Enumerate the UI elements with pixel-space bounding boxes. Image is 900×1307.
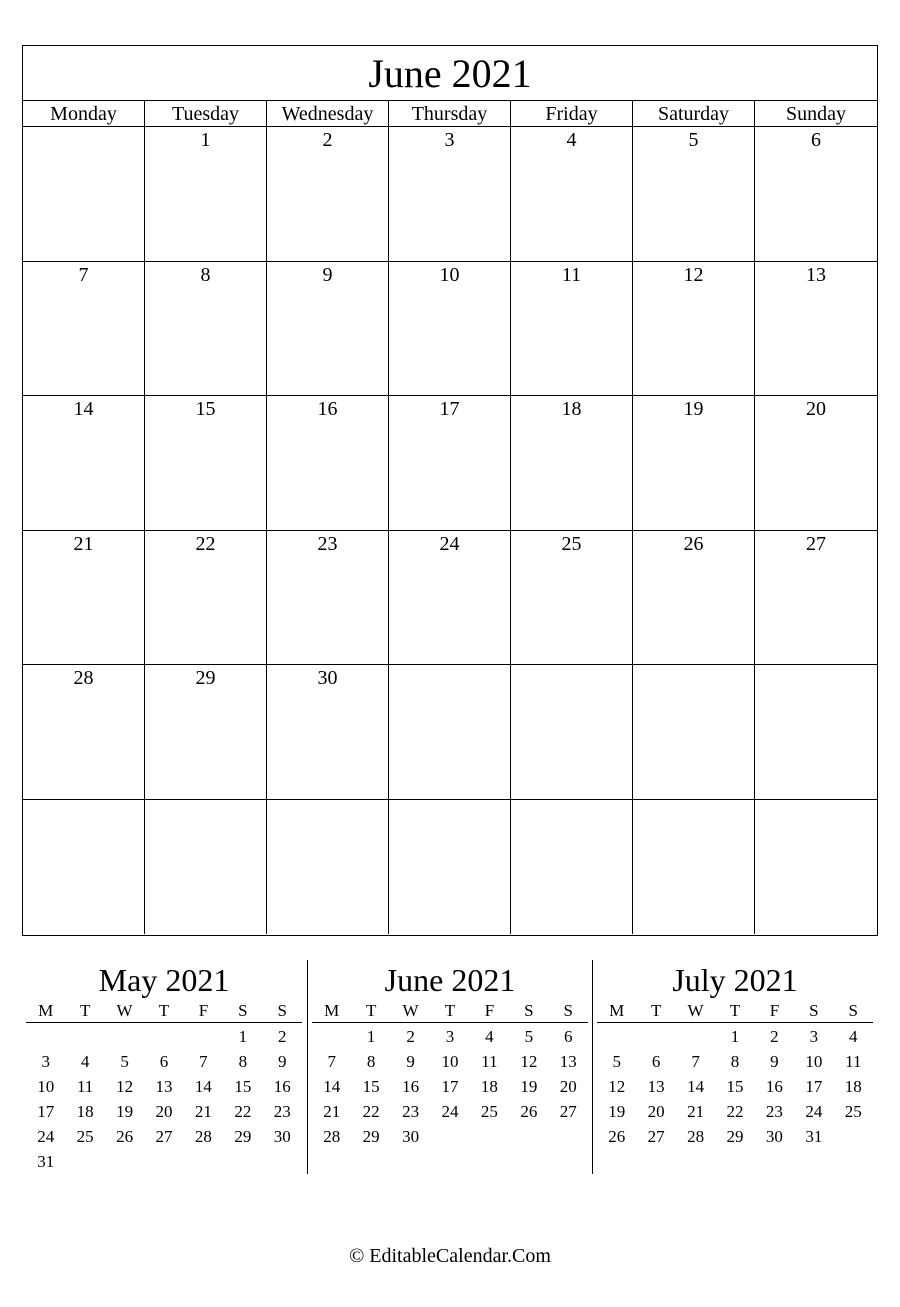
mini-day: 25 [76, 1127, 94, 1146]
mini-day: 17 [441, 1077, 459, 1096]
day-cell: 18 [511, 396, 633, 531]
mini-calendar-july [597, 960, 873, 1174]
mini-day: 11 [481, 1052, 498, 1071]
mini-weekday-label: T [444, 1001, 456, 1020]
mini-calendar-june [312, 960, 588, 1174]
weekday-label: Sunday [786, 103, 846, 125]
day-cell [755, 665, 877, 800]
day-cell: 6 [755, 127, 877, 262]
day-cell: 20 [755, 396, 877, 531]
weekday-label: Tuesday [145, 101, 267, 127]
day-cell [511, 665, 633, 800]
day-cell [755, 800, 877, 935]
day-cell: 26 [633, 531, 755, 666]
mini-day: 22 [726, 1102, 744, 1121]
day-cell [633, 665, 755, 800]
mini-day [636, 1024, 675, 1049]
mini-day: 29 [234, 1127, 252, 1146]
day-cell: 28 [23, 665, 145, 800]
mini-day: 9 [406, 1052, 415, 1071]
mini-day: 8 [238, 1052, 248, 1071]
mini-day: 6 [564, 1027, 573, 1046]
main-calendar [22, 45, 878, 936]
mini-day: 24 [805, 1102, 823, 1121]
mini-day [263, 1149, 302, 1174]
mini-day: 17 [805, 1077, 823, 1096]
mini-day [105, 1024, 144, 1049]
mini-day: 27 [647, 1127, 665, 1146]
mini-weekday-header [597, 1000, 873, 1023]
mini-day: 29 [362, 1127, 380, 1146]
mini-day: 31 [805, 1127, 823, 1146]
mini-day: 13 [155, 1077, 173, 1096]
mini-day: 12 [608, 1077, 626, 1096]
day-cell [23, 127, 145, 262]
day-cell [267, 800, 389, 935]
day-cell [389, 665, 511, 800]
day-cell: 21 [23, 531, 145, 666]
mini-weekday-label: T [158, 1001, 170, 1020]
day-cell: 19 [633, 396, 755, 531]
mini-day: 14 [194, 1077, 212, 1096]
mini-day: 24 [37, 1127, 55, 1146]
mini-calendars [22, 960, 878, 1174]
mini-day [105, 1149, 144, 1174]
mini-day: 30 [402, 1127, 420, 1146]
weekday-label: Thursday [389, 101, 511, 127]
mini-day: 18 [480, 1077, 498, 1096]
day-cell: 16 [267, 396, 389, 531]
day-cell: 24 [389, 531, 511, 666]
mini-day-grid [597, 1023, 873, 1149]
mini-weekday-label: T [650, 1001, 662, 1020]
mini-day [312, 1024, 351, 1049]
day-cell: 7 [23, 262, 145, 397]
mini-day: 15 [234, 1077, 252, 1096]
weekday-label: Friday [511, 101, 633, 127]
mini-day: 16 [765, 1077, 783, 1096]
mini-divider [592, 960, 593, 1174]
mini-weekday-header [26, 1000, 302, 1023]
day-cell: 23 [267, 531, 389, 666]
mini-weekday-label: W [402, 1001, 419, 1020]
day-cell: 29 [145, 665, 267, 800]
mini-day: 3 [41, 1052, 50, 1071]
mini-calendar-may [26, 960, 302, 1174]
mini-day: 4 [485, 1027, 494, 1046]
mini-day: 28 [194, 1127, 212, 1146]
mini-day: 30 [273, 1127, 291, 1146]
mini-weekday-label: T [729, 1001, 741, 1020]
calendar-title: June 2021 [23, 46, 877, 101]
mini-day [597, 1024, 636, 1049]
mini-day: 15 [726, 1077, 744, 1096]
day-cell: 25 [511, 531, 633, 666]
day-cell: 2 [267, 127, 389, 262]
mini-day: 9 [770, 1052, 779, 1071]
mini-day [223, 1149, 262, 1174]
mini-day: 19 [520, 1077, 538, 1096]
mini-day [676, 1024, 715, 1049]
day-cell: 8 [145, 262, 267, 397]
mini-day [184, 1024, 223, 1049]
mini-day: 22 [362, 1102, 380, 1121]
mini-weekday-label: M [38, 1001, 54, 1020]
mini-day: 10 [441, 1052, 459, 1071]
day-cell: 4 [511, 127, 633, 262]
mini-day: 10 [805, 1052, 823, 1071]
mini-day [65, 1024, 104, 1049]
mini-day: 26 [520, 1102, 538, 1121]
mini-day: 22 [234, 1102, 252, 1121]
mini-day: 19 [116, 1102, 134, 1121]
mini-day: 20 [647, 1102, 665, 1121]
mini-weekday-label: W [687, 1001, 704, 1020]
mini-day: 21 [687, 1102, 705, 1121]
day-cell: 10 [389, 262, 511, 397]
day-cell: 13 [755, 262, 877, 397]
day-cell: 17 [389, 396, 511, 531]
mini-day [509, 1124, 548, 1149]
mini-day [184, 1149, 223, 1174]
mini-day [65, 1149, 104, 1174]
mini-day: 14 [323, 1077, 341, 1096]
day-grid [23, 127, 877, 934]
mini-weekday-label: T [79, 1001, 91, 1020]
mini-day: 12 [520, 1052, 538, 1071]
mini-day: 18 [76, 1102, 94, 1121]
day-cell: 30 [267, 665, 389, 800]
mini-day-grid [312, 1023, 588, 1149]
mini-day: 8 [366, 1052, 376, 1071]
mini-day [549, 1124, 588, 1149]
day-cell [511, 800, 633, 935]
mini-divider [307, 960, 308, 1174]
mini-weekday-label: F [198, 1001, 209, 1020]
mini-weekday-header [312, 1000, 588, 1023]
mini-day: 15 [362, 1077, 380, 1096]
mini-day: 24 [441, 1102, 459, 1121]
mini-weekday-label: F [484, 1001, 495, 1020]
mini-day: 6 [651, 1052, 661, 1071]
mini-day: 5 [612, 1052, 621, 1071]
mini-day: 17 [37, 1102, 55, 1121]
mini-day: 3 [445, 1027, 455, 1046]
mini-day: 10 [37, 1077, 55, 1096]
mini-day [470, 1124, 509, 1149]
weekday-label: Wednesday [267, 101, 389, 127]
mini-calendar-title: June 2021 [384, 962, 516, 998]
mini-day: 1 [730, 1027, 740, 1046]
mini-day: 27 [559, 1102, 577, 1121]
mini-day: 21 [194, 1102, 212, 1121]
mini-weekday-label: T [365, 1001, 377, 1020]
mini-day [144, 1024, 183, 1049]
mini-day: 2 [406, 1027, 415, 1046]
mini-day: 13 [647, 1077, 665, 1096]
day-cell: 1 [145, 127, 267, 262]
day-cell [633, 800, 755, 935]
mini-day: 6 [159, 1052, 169, 1071]
mini-day: 14 [687, 1077, 705, 1096]
mini-day: 28 [687, 1127, 705, 1146]
mini-day: 7 [199, 1052, 208, 1071]
mini-calendar-title: July 2021 [672, 962, 798, 998]
mini-day: 16 [273, 1077, 291, 1096]
mini-weekday-label: W [116, 1001, 133, 1020]
day-cell: 9 [267, 262, 389, 397]
day-cell [145, 800, 267, 935]
mini-day: 23 [402, 1102, 420, 1121]
mini-day: 16 [402, 1077, 420, 1096]
mini-day: 4 [849, 1027, 858, 1046]
mini-day: 25 [480, 1102, 498, 1121]
mini-day: 7 [691, 1052, 700, 1071]
mini-day: 25 [844, 1102, 862, 1121]
mini-day: 3 [809, 1027, 819, 1046]
mini-weekday-label: M [609, 1001, 625, 1020]
mini-day: 30 [765, 1127, 783, 1146]
mini-weekday-label: S [563, 1001, 573, 1020]
mini-day: 1 [238, 1027, 248, 1046]
mini-weekday-label: S [238, 1001, 248, 1020]
mini-day [834, 1124, 873, 1149]
mini-weekday-label: S [524, 1001, 534, 1020]
day-cell: 5 [633, 127, 755, 262]
mini-day: 7 [327, 1052, 336, 1071]
day-cell: 27 [755, 531, 877, 666]
mini-day: 20 [559, 1077, 577, 1096]
mini-day: 31 [37, 1152, 55, 1171]
mini-day: 13 [559, 1052, 577, 1071]
mini-day: 18 [844, 1077, 862, 1096]
mini-day: 12 [116, 1077, 134, 1096]
mini-day: 2 [770, 1027, 779, 1046]
mini-day: 27 [155, 1127, 173, 1146]
mini-day: 5 [120, 1052, 129, 1071]
mini-day: 23 [765, 1102, 783, 1121]
day-cell: 14 [23, 396, 145, 531]
mini-weekday-label: F [769, 1001, 780, 1020]
day-cell [23, 800, 145, 935]
mini-weekday-label: M [324, 1001, 340, 1020]
mini-day: 1 [366, 1027, 376, 1046]
mini-day: 4 [80, 1052, 90, 1071]
day-cell: 11 [511, 262, 633, 397]
weekday-label: Monday [23, 101, 145, 127]
mini-day: 11 [76, 1077, 94, 1096]
mini-day: 26 [116, 1127, 134, 1146]
mini-weekday-label: S [848, 1001, 858, 1020]
mini-day [430, 1124, 469, 1149]
mini-weekday-label: S [277, 1001, 287, 1020]
mini-day: 9 [278, 1052, 287, 1071]
mini-day: 2 [278, 1027, 287, 1046]
day-cell: 12 [633, 262, 755, 397]
mini-day: 19 [608, 1102, 626, 1121]
mini-weekday-label: S [809, 1001, 819, 1020]
mini-day [144, 1149, 183, 1174]
mini-day: 26 [608, 1127, 626, 1146]
mini-day [26, 1024, 65, 1049]
mini-day: 23 [273, 1102, 291, 1121]
day-cell: 15 [145, 396, 267, 531]
mini-day: 28 [323, 1127, 341, 1146]
mini-day: 11 [845, 1052, 862, 1071]
weekday-header-row [23, 101, 877, 127]
mini-day: 8 [730, 1052, 740, 1071]
footer-copyright: © EditableCalendar.Com [349, 1245, 551, 1267]
mini-day: 5 [524, 1027, 534, 1046]
day-cell [389, 800, 511, 935]
day-cell: 22 [145, 531, 267, 666]
mini-calendar-title: May 2021 [98, 962, 230, 998]
weekday-label: Saturday [633, 101, 755, 127]
day-cell: 3 [389, 127, 511, 262]
mini-day: 20 [155, 1102, 173, 1121]
mini-day: 29 [726, 1127, 744, 1146]
mini-day-grid [26, 1023, 302, 1174]
mini-day: 21 [323, 1102, 341, 1121]
